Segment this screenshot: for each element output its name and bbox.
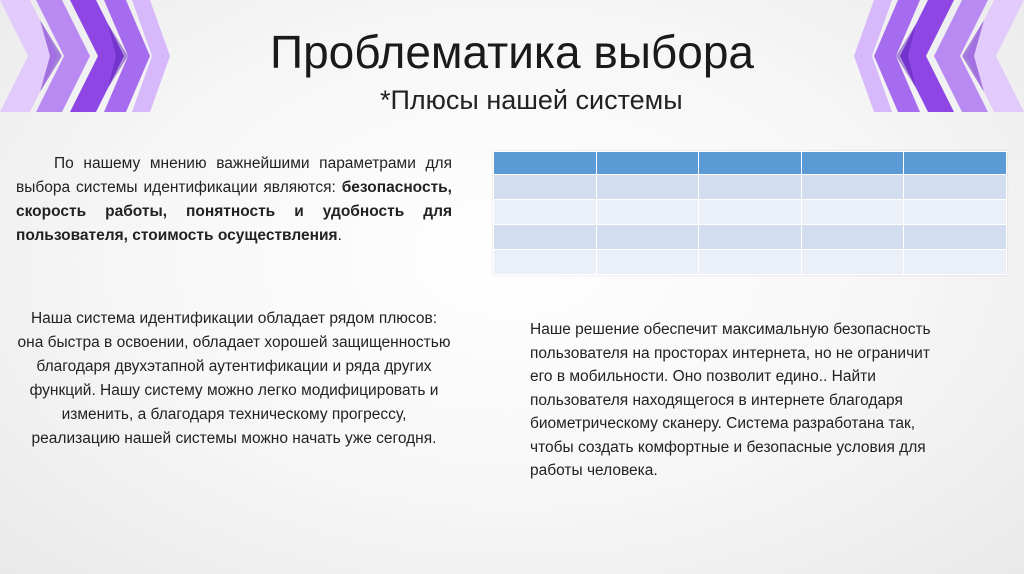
- advantages-paragraph: Наша система идентификации обладает рядом плюсов: она быстра в освоении, обладает хорошей защищенностью благодаря двухэтапной аутентификации и ряда других функций. Нашу систему можно легко модифицировать и изменить, а благодаря техническому прогрессу, реализацию нашей системы можно начать уже сегодня.: [17, 310, 451, 447]
- table-row: [494, 250, 1007, 275]
- table-cell: [801, 225, 904, 250]
- table-cell: [494, 200, 597, 225]
- table-row: [494, 200, 1007, 225]
- slide-title: Проблематика выбора: [270, 26, 754, 78]
- table-cell: [596, 250, 699, 275]
- table-cell: [699, 152, 802, 175]
- table-cell: [494, 152, 597, 175]
- table-cell: [699, 200, 802, 225]
- table-cell: [596, 152, 699, 175]
- table-cell: [801, 250, 904, 275]
- intro-paragraph: [16, 152, 452, 248]
- intro-bold-criteria: безопасность, скорость работы, понятность и удобность для пользователя, стоимость осуществления: [16, 179, 452, 244]
- table-cell: [699, 250, 802, 275]
- table-cell: [699, 225, 802, 250]
- slide-subtitle: *Плюсы нашей системы: [380, 85, 683, 115]
- table-cell: [904, 152, 1007, 175]
- intro-tail: .: [337, 227, 342, 244]
- table-cell: [904, 200, 1007, 225]
- intro-lead-text: По нашему мнению важнейшими параметрами для выбора системы идентификации являются:: [16, 155, 452, 196]
- table-cell: [801, 152, 904, 175]
- table-cell: [596, 175, 699, 200]
- table-cell: [494, 250, 597, 275]
- empty-table: [493, 151, 1007, 275]
- solution-paragraph: Наше решение обеспечит максимальную безопасность пользователя на просторах интернета, но не ограничит его в мобильности. Оно позволит едино.. Найти пользователя находящегося в интернете благодаря биометрическому сканеру. Система разработана так, чтобы создать комфортные и безопасные условия для работы человека.: [530, 321, 931, 479]
- table-row: [494, 225, 1007, 250]
- table-cell: [596, 200, 699, 225]
- table-cell: [801, 200, 904, 225]
- table-cell: [801, 175, 904, 200]
- table-cell: [904, 250, 1007, 275]
- table-cell: [494, 225, 597, 250]
- table-cell: [904, 225, 1007, 250]
- table-cell: [494, 175, 597, 200]
- table-cell: [699, 175, 802, 200]
- table-row: [494, 175, 1007, 200]
- table-cell: [596, 225, 699, 250]
- table-header-row: [494, 152, 1007, 175]
- table-cell: [904, 175, 1007, 200]
